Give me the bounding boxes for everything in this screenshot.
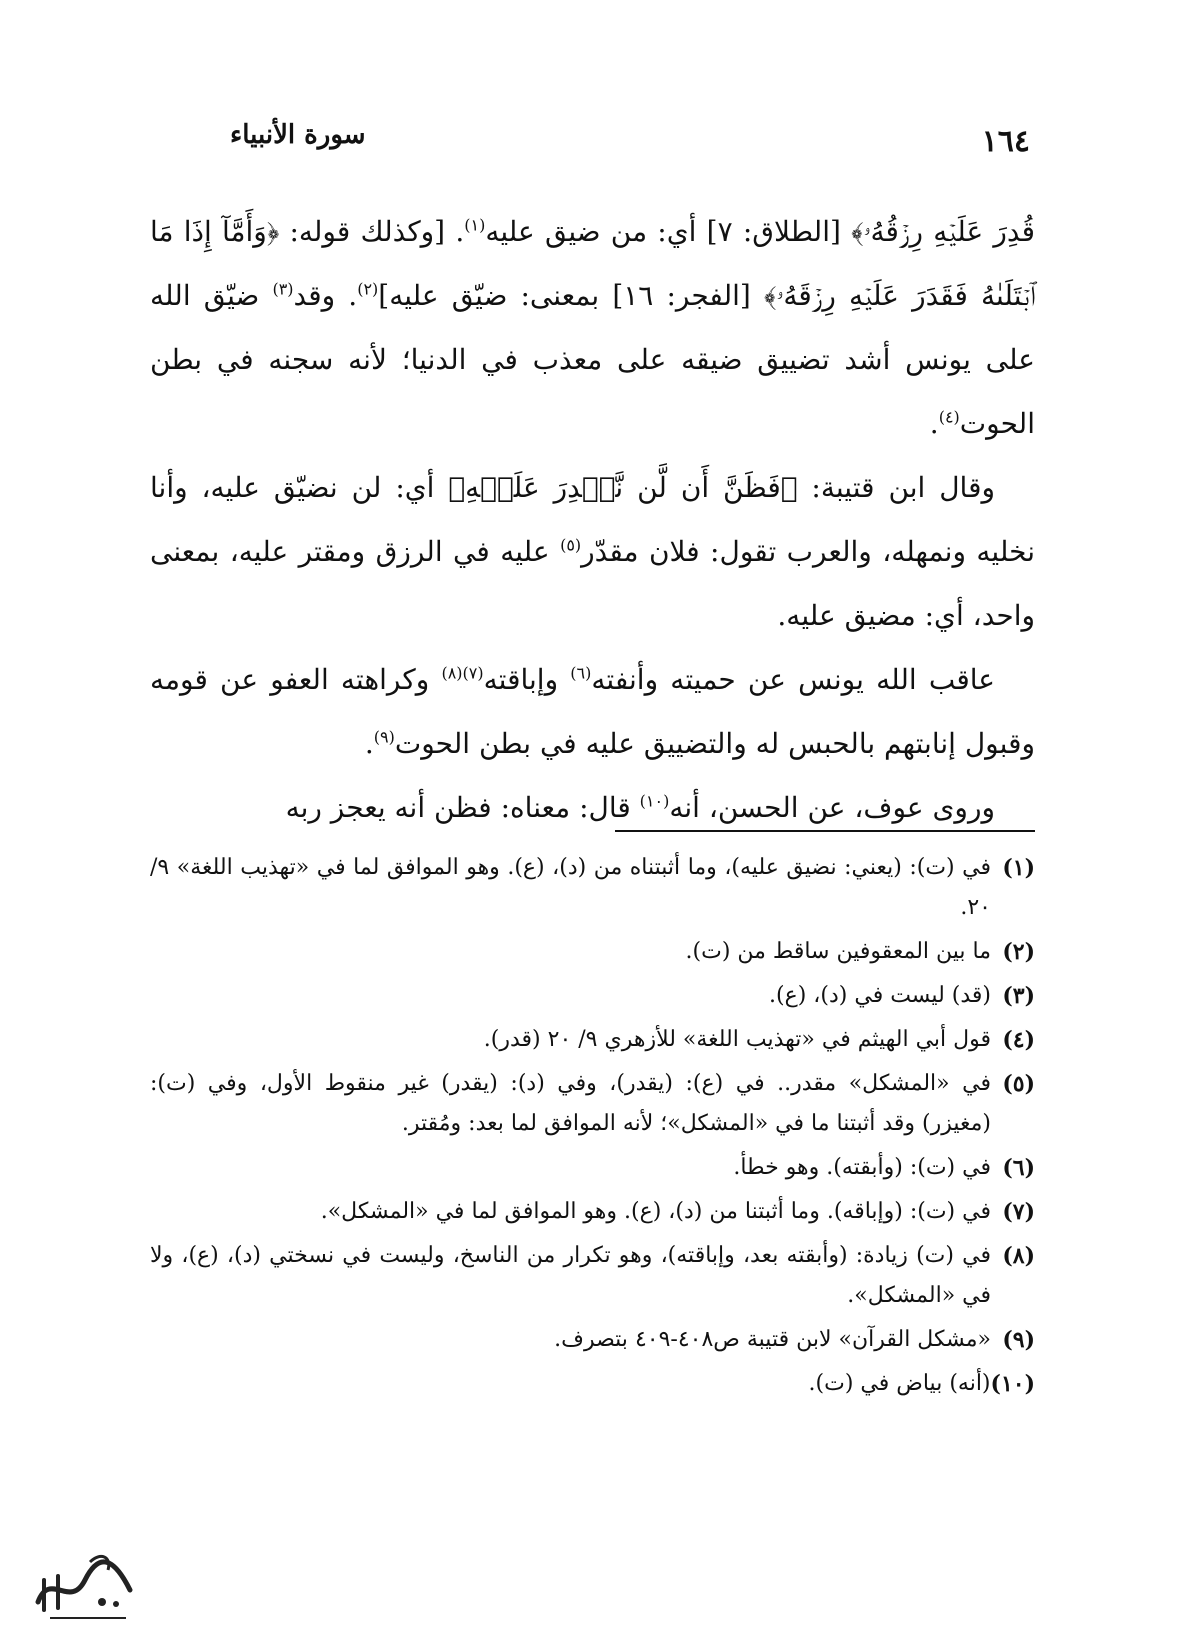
text-run: عليه في الرزق ومقتر عليه، بمعنى واحد، أي: مضيق عليه. xyxy=(150,535,1035,632)
footnote-number: (٢) xyxy=(1002,939,1035,965)
footnote-number: (٣) xyxy=(1002,983,1035,1009)
footnote-text: في (ت): (وأبقته). وهو خطأ. xyxy=(733,1155,991,1180)
footnote-number: (٩) xyxy=(1002,1327,1035,1353)
footnote-number: (٤) xyxy=(1002,1027,1035,1053)
page-number: ١٦٤ xyxy=(981,124,1030,159)
footnote-text: قول أبي الهيثم في «تهذيب اللغة» للأزهري ٩/ ٢٠ (قدر). xyxy=(483,1027,991,1052)
text-run: ضيّق الله على يونس أشد تضييق ضيقه على معذب في الدنيا؛ لأنه سجنه في بطن الحوت xyxy=(150,279,1035,440)
text-run: قال: معناه: فظن أنه يعجز ربه xyxy=(285,791,640,824)
footnote-ref: (٢) xyxy=(357,279,379,299)
paragraph-3 xyxy=(150,648,1035,776)
text-run: وروى عوف، عن الحسن، أنه xyxy=(669,791,995,824)
footnotes xyxy=(150,848,1035,1408)
text-run: . وقد xyxy=(293,279,358,312)
footnote-item xyxy=(150,848,1035,928)
footnote-item xyxy=(150,1192,1035,1232)
footnote-ref: (٤) xyxy=(938,407,960,427)
footnote-text: في «المشكل» مقدر.. في (ع): (يقدر)، وفي (د): (يقدر) غير منقوط الأول، وفي (ت): (مغيزر) وقد أثبتنا ما في «المشكل»؛ لأنه الموافق لما بعد: ومُقتر. xyxy=(150,1071,991,1136)
text-run: وكراهته العفو عن قومه وقبول إنابتهم بالحبس له والتضييق عليه في بطن الحوت xyxy=(150,663,1035,760)
footnote-ref: (٩) xyxy=(373,727,395,747)
footnote-text: «مشكل القرآن» لابن قتيبة ص٤٠٨-٤٠٩ بتصرف. xyxy=(554,1327,991,1352)
footnote-item xyxy=(150,976,1035,1016)
text-run: . xyxy=(929,407,939,440)
footnote-text: ما بين المعقوفين ساقط من (ت). xyxy=(685,939,991,964)
text-run: وإباقته xyxy=(483,663,571,696)
paragraph-1 xyxy=(150,200,1035,456)
surah-title: سورة الأنبياء xyxy=(230,120,366,150)
footnote-ref: (٥) xyxy=(560,535,582,555)
footnote-ref: (٨) xyxy=(441,663,463,683)
footnote-item xyxy=(150,1364,1035,1404)
footnote-number: (١٠) xyxy=(990,1371,1035,1397)
footnote-item xyxy=(150,1148,1035,1188)
footnote-number: (١) xyxy=(1002,855,1035,881)
paragraph-2 xyxy=(150,456,1035,648)
text-run: وقال ابن قتيبة: ﴿فَظَنَّ أَن لَّن نَّقۡدِرَ عَلَيۡهِ﴾ أي: لن نضيّق عليه، وأنا نخليه ونمهله، والعرب تقول: فلان مقدّر xyxy=(150,471,1035,568)
footnote-item xyxy=(150,1236,1035,1316)
footnote-number: (٥) xyxy=(1002,1071,1035,1097)
footnote-ref: (٣) xyxy=(272,279,294,299)
footnote-ref: (٧) xyxy=(462,663,484,683)
main-text xyxy=(150,200,1035,840)
footnote-item xyxy=(150,1320,1035,1360)
text-run: عاقب الله يونس عن حميته وأنفته xyxy=(591,663,995,696)
footnote-text: في (ت) زيادة: (وأبقته بعد، وإباقته)، وهو تكرار من الناسخ، وليست في نسختي (د)، (ع)، ولا في «المشكل». xyxy=(150,1243,991,1308)
footnote-ref: (١) xyxy=(464,215,486,235)
footnote-ref: (٦) xyxy=(570,663,592,683)
text-run: . [وكذلك قوله: ﴿وَأَمَّآ إِذَا مَا ٱبۡتَلَىٰهُ فَقَدَرَ عَلَيۡهِ رِزۡقَهُۥ﴾ [الفجر: ١٦] بمعنى: ضيّق عليه] xyxy=(150,215,1036,312)
footnote-number: (٦) xyxy=(1002,1155,1035,1181)
footnote-ref: (١٠) xyxy=(639,791,670,811)
footnote-text: (أنه) بياض في (ت). xyxy=(808,1371,991,1396)
footnote-separator xyxy=(615,830,1035,832)
footnote-number: (٨) xyxy=(1002,1243,1035,1269)
page-header xyxy=(150,118,1030,168)
text-run: قُدِرَ عَلَيۡهِ رِزۡقُهُۥ﴾ [الطلاق: ٧] أي: من ضيق عليه xyxy=(485,215,1035,248)
footnote-item xyxy=(150,1020,1035,1060)
footnote-number: (٧) xyxy=(1002,1199,1035,1225)
footnote-text: في (ت): (وإباقه). وما أثبتنا من (د)، (ع). وهو الموافق لما في «المشكل». xyxy=(320,1199,991,1224)
footnote-text: في (ت): (يعني: نضيق عليه)، وما أثبتناه من (د)، (ع). وهو الموافق لما في «تهذيب اللغة» ٩/ ٢٠. xyxy=(150,855,991,920)
footnote-text: (قد) ليست في (د)، (ع). xyxy=(769,983,991,1008)
footnote-item xyxy=(150,1064,1035,1144)
footnote-item xyxy=(150,932,1035,972)
text-run: . xyxy=(364,727,374,760)
publisher-logo-icon xyxy=(30,1540,140,1630)
